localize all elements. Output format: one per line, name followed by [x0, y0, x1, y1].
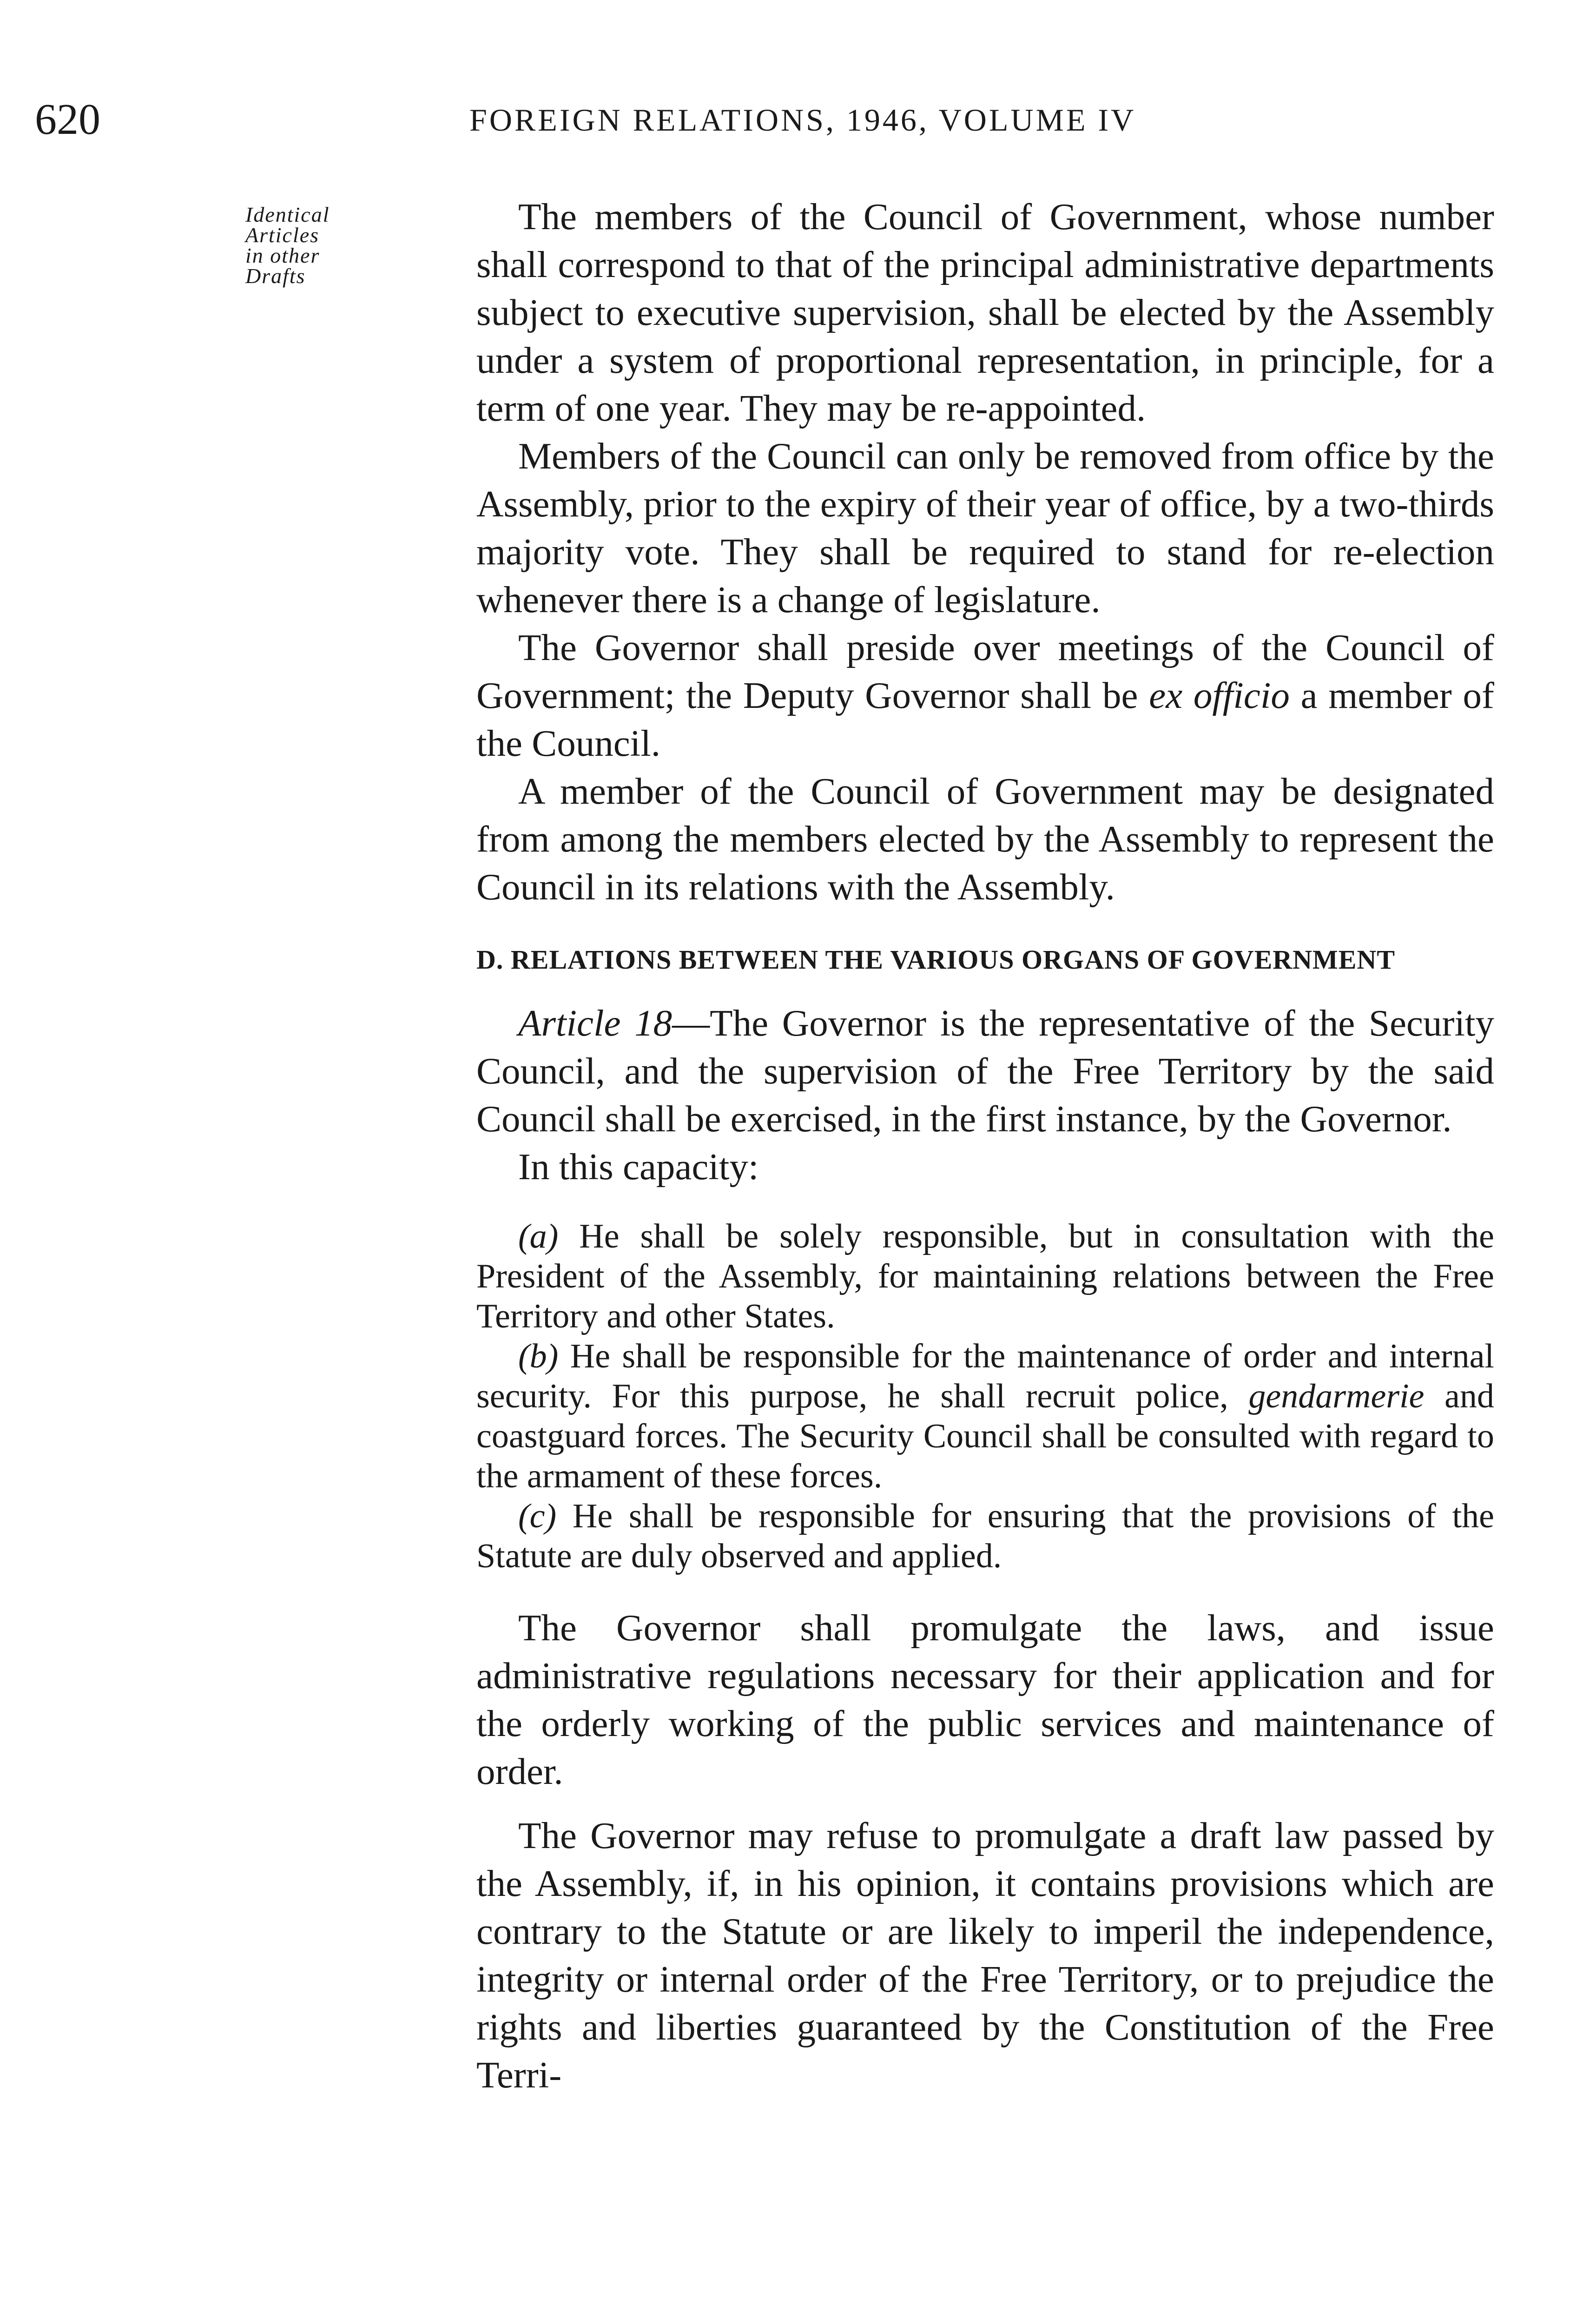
margin-note-line: Drafts: [245, 264, 306, 288]
text-run: a member of the Council.: [476, 674, 1495, 764]
clause-b: [476, 1336, 1494, 1496]
body-text: [476, 193, 1494, 2099]
margin-note-line: Identical: [245, 203, 330, 226]
paragraph-article-18: [476, 999, 1494, 1143]
paragraph-governor-presides: [476, 624, 1494, 767]
margin-note-line: Articles: [245, 223, 320, 247]
clause-list: [476, 1216, 1494, 1576]
paragraph-council-removal: Members of the Council can only be removed from office by the Assembly, prior to the expiry of their year of office, by a two-thirds majority vote. They shall be required to stand for re-election whenever there is a change of legislature.: [476, 435, 1494, 621]
paragraph-council-representative: A member of the Council of Government may be designated from among the members elected by the Assembly to represent the Council in its relations with the Assembly.: [476, 770, 1494, 908]
article-label: Article 18: [518, 1002, 673, 1044]
margin-note: [245, 205, 431, 286]
clause-letter: (a): [518, 1217, 559, 1255]
clause-a: [476, 1216, 1494, 1336]
text-run: He shall be solely responsible, but in consultation with the President of the Assembly, for maintaining relations between the Free Territory and other States.: [476, 1217, 1494, 1335]
paragraph-refusal: The Governor may refuse to promulgate a draft law passed by the Assembly, if, in his opinion, it contains provisions which are contrary to the Statute or are likely to imperil the independence, integrity or internal order of the Free Territory, or to prejudice the rights and liberties guaranteed by the Constitution of the Free Terri-: [476, 1815, 1494, 2096]
paragraph-capacity: In this capacity:: [518, 1146, 759, 1188]
text-run: He shall be responsible for the maintenance of order and internal security. For this purpose, he shall recruit police,: [476, 1337, 1494, 1415]
running-head: FOREIGN RELATIONS, 1946, VOLUME IV: [469, 102, 1136, 138]
text-run: He shall be responsible for ensuring that the provisions of the Statute are duly observed and applied.: [476, 1497, 1494, 1575]
section-heading: D. RELATIONS BETWEEN THE VARIOUS ORGANS OF GOVERNMENT: [476, 944, 1396, 975]
clause-letter: (c): [518, 1497, 557, 1535]
clause-c: [476, 1496, 1494, 1576]
text-run: The Governor shall preside over meetings of the Council of Government; the Deputy Governor shall be: [476, 627, 1494, 716]
text-run: and coastguard forces. The Security Council shall be consulted with regard to the armament of these forces.: [476, 1377, 1494, 1495]
clause-letter: (b): [518, 1337, 559, 1375]
text-run: —The Governor is the representative of the Security Council, and the supervision of the Free Territory by the said Council shall be exercised, in the first instance, by the Governor.: [476, 1002, 1494, 1140]
page-number: 620: [35, 95, 100, 144]
italic-phrase: gendarmerie: [1248, 1377, 1424, 1415]
italic-phrase: ex officio: [1149, 674, 1290, 716]
paragraph-council-members: The members of the Council of Government, whose number shall correspond to that of the principal administrative departments subject to executive supervision, shall be elected by the Assembly under a system of proportional representation, in principle, for a term of one year. They may be re-appointed.: [476, 196, 1494, 429]
margin-note-line: in other: [245, 244, 320, 267]
paragraph-promulgation: The Governor shall promulgate the laws, and issue administrative regulations necessary for their application and for the orderly working of the public services and maintenance of order.: [476, 1607, 1494, 1792]
